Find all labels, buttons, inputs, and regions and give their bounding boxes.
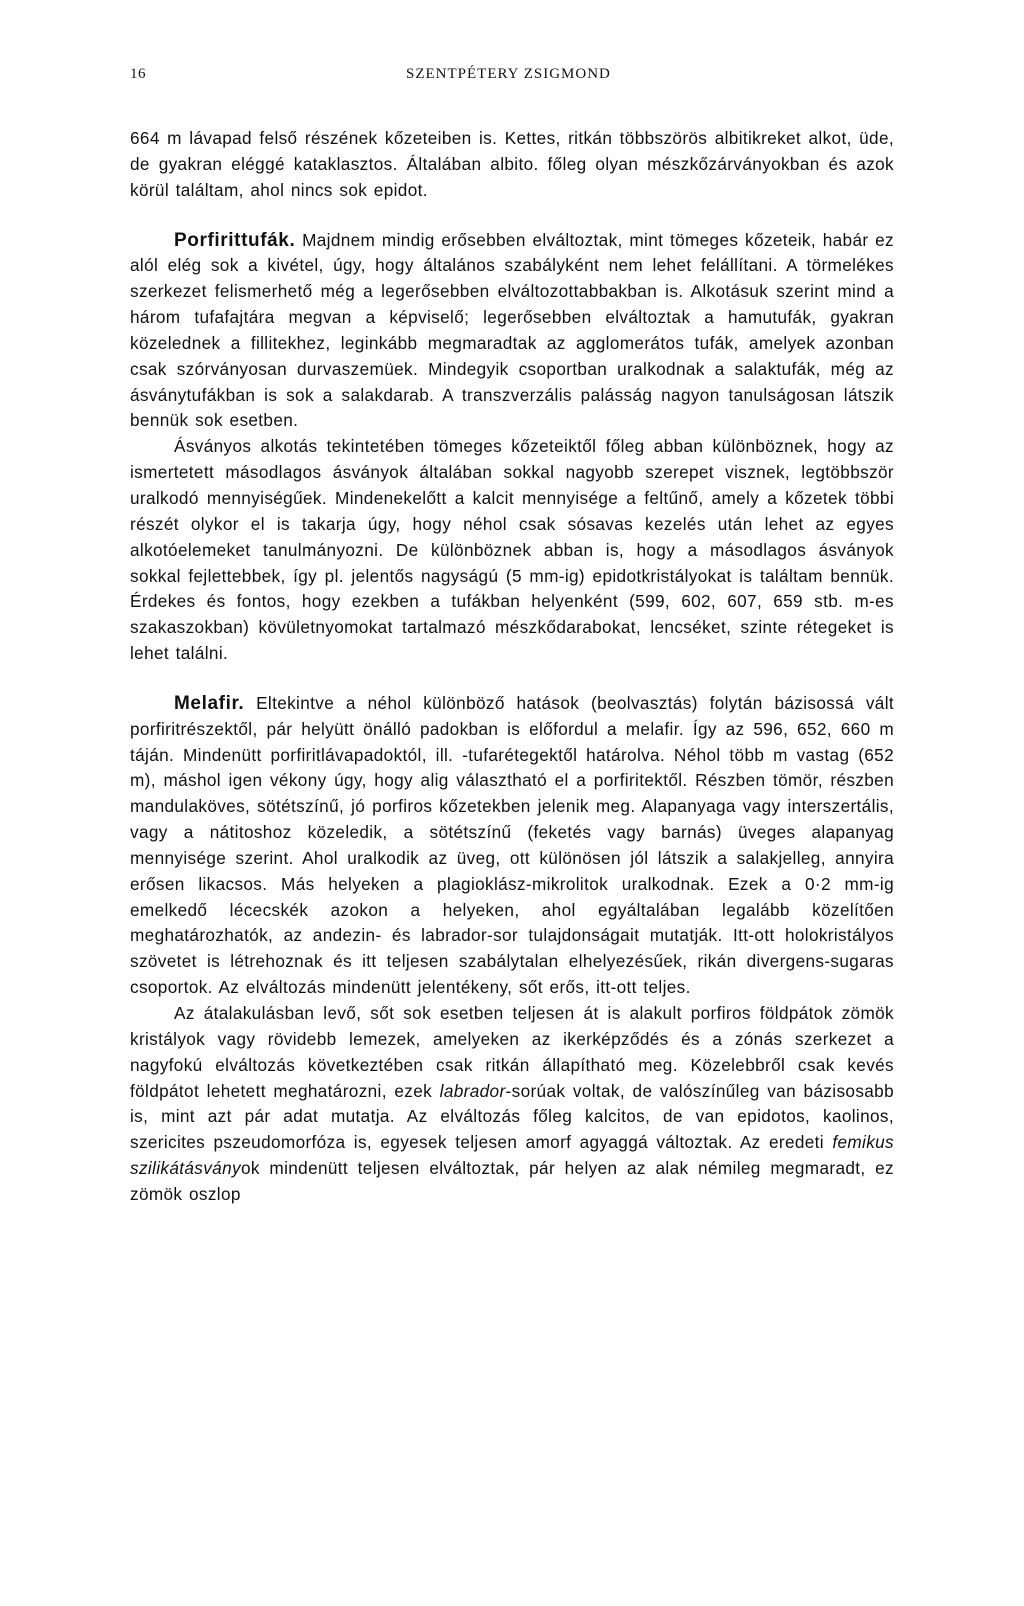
body-text [130, 126, 894, 1208]
italic-term-femic-silicate: femikus szilikátásvány [130, 1132, 894, 1179]
section-heading-melafir: Melafir. [174, 692, 245, 714]
paragraph-albite [130, 126, 894, 204]
paragraph-feldspars [130, 1001, 894, 1208]
paragraph-text-segment: Az átalakulásban levő, sőt sok esetben teljesen át is alakult porfiros földpátok zömök kristályok vagy rövidebb lemezek, amelyeken az ikerképződés és a zónás szerkezet a nagyfokú elváltozás következtében csak ritkán állapítható meg. Közelebbről csak kevés földpátot lehetett meghatározni, ezek [130, 1003, 894, 1101]
paragraph-text-segment: -sorúak voltak, de valószínűleg van bázisosabb is, mint azt pár adat mutatja. Az elváltozás főleg kalcitos, de van epidotos, kaolinos, szericites pszeudomorfóza is, egyesek teljesen amorf agyaggá változtak. Az eredeti [130, 1080, 894, 1153]
paragraph-text: Eltekintve a néhol különböző hatások (beolvasztás) folytán bázisossá vált porfiritrészektől, pár helyütt önálló padokban is előfordul a melafir. Így az 596, 652, 660 m táján. Mindenütt porfiritlávapadoktól, ill. -tufarétegektől határolva. Néhol több m vastag (652 m), máshol igen vékony úgy, hogy alig választható el a porfiritektől. Részben tömör, részben mandulaköves, sötétszínű, jó porfiros kőzetekben jelenik meg. Alapanyaga vagy interszertális, vagy a nátitoshoz közeledik, a sötétszínű (feketés vagy barnás) üveges alapanyag mennyisége szerint. Ahol uralkodik az üveg, ott különösen jól látszik a salakjelleg, annyira erősen likacsos. Más helyeken a plagioklász-mikrolitok uralkodnak. Ezek a 0·2 mm-ig emelkedő lécecskék azokon a helyeken, ahol egyáltalában legalább közelítően meghatározhatók, az andezin- és labrador-sor tulajdonságait mutatják. Itt-ott holokristályos szövetet is létrehoznak és itt teljesen szabálytalan elhelyezésűek, rikán divergens-sugaras csoportok. Az elváltozás mindenütt jelentékeny, sőt erős, itt-ott teljes. [130, 692, 894, 998]
section-heading-porfirittufak: Porfirittufák. [174, 229, 296, 251]
running-header [130, 66, 894, 90]
running-title: SZENTPÉTERY ZSIGMOND [406, 66, 611, 82]
paragraph-mineral-composition [130, 434, 894, 667]
paragraph-text-segment: ok mindenütt teljesen elváltoztak, pár helyen az alak némileg megmaradt, ez zömök oszlop [130, 1158, 894, 1204]
paragraph-melaphyre [130, 691, 894, 1001]
paragraph-text: Majdnem mindig erősebben elváltoztak, mint tömeges kőzeteik, habár ez alól elég sok a kivétel, úgy, hogy általános szabályként nem lehet felállítani. A törmelékes szerkezet felismerhető még a legerősebben elváltozottabbakban is. Alkotásuk szerint mind a három tufafajtára megvan a képviselő; legerősebben elváltoztak a hamutufák, gyakran közelednek a fillitekhez, leginkább megmaradtak az agglomerátos tufák, amelyek azonban csak szórványosan durvaszemüek. Mindegyik csoportban uralkodnak a salaktufák, még az ásványtufákban is sok a salakdarab. A transzverzális palásság nagyon tanulságosan látszik bennük sok esetben. [130, 229, 894, 431]
paragraph-text: Ásványos alkotás tekintetében tömeges kőzeteiktől főleg abban különböznek, hogy az ismertetett másodlagos ásványok általában sokkal nagyobb szerepet visznek, legtöbbször uralkodó mennyiségűek. Mindenekelőtt a kalcit mennyisége a feltűnő, amely a kőzetek többi részét olykor el is takarja úgy, hogy néhol csak sósavas kezelés után lehet az egyes alkotóelemeket tanulmányozni. De különböznek abban is, hogy a másodlagos ásványok sokkal fejlettebbek, így pl. jelentős nagyságú (5 mm-ig) epidotkristályokat is találtam bennük. Érdekes és fontos, hogy ezekben a tufákban helyenként (599, 602, 607, 659 stb. m-es szakaszokban) kövületnyomokat tartalmazó mészkődarabokat, lencséket, szinte rétegeket is lehet találni. [130, 436, 894, 664]
paragraph-porphyrite-tuffs [130, 228, 894, 435]
page-number: 16 [130, 66, 146, 82]
paragraph-text: 664 m lávapad felső részének kőzeteiben is. Kettes, ritkán többszörös albitikreket alkot, üde, de gyakran eléggé kataklasztos. Általában albito. főleg olyan mészkőzárványokban és azok körül találtam, ahol nincs sok epidot. [130, 128, 894, 200]
italic-term-labrador: labrador [439, 1080, 506, 1101]
